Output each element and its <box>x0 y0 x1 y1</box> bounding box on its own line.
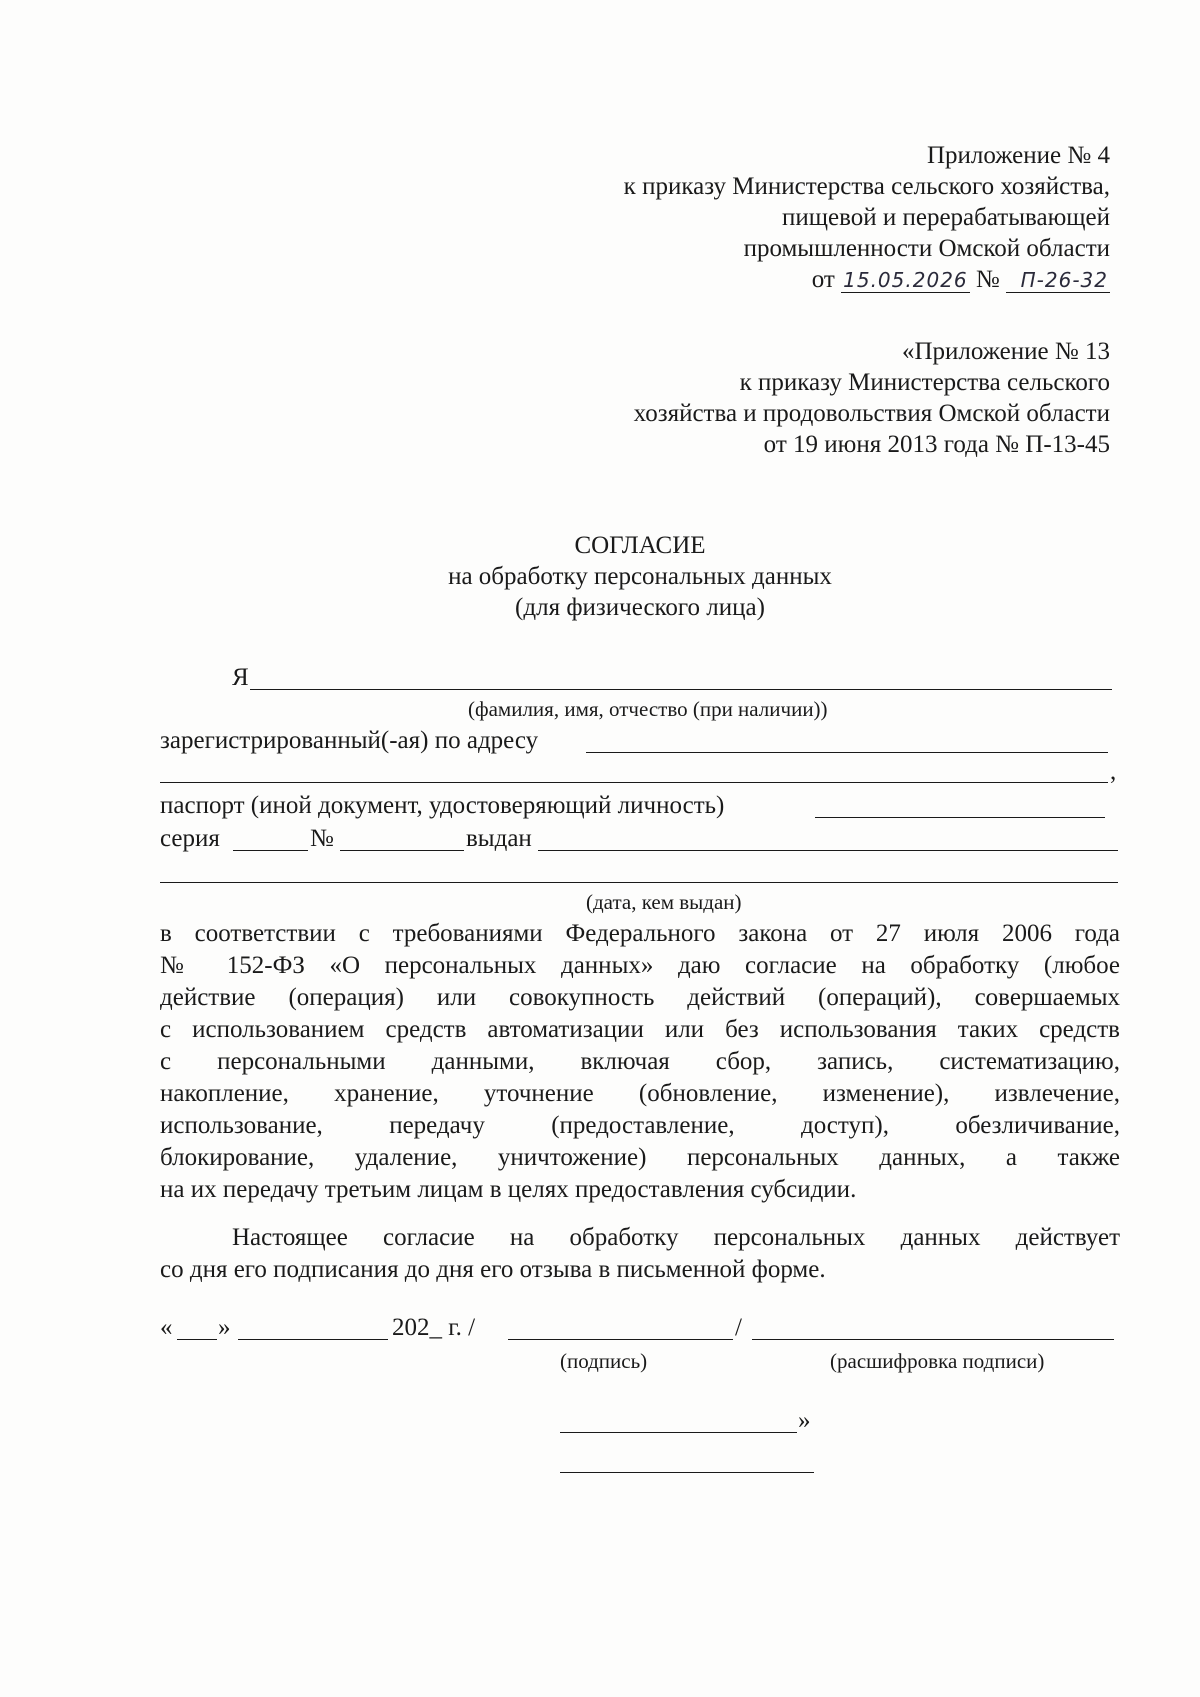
ya-label: Я <box>232 664 249 691</box>
handwritten-date: 15.05.2026 <box>843 268 968 292</box>
body-line-3: действие (операция) или совокупность действий (операций), совершаемых <box>160 984 1120 1011</box>
document-subtitle-person: (для физического лица) <box>515 594 765 621</box>
closing-line-2 <box>560 1472 814 1473</box>
appendix-4-ministry: пищевой и перерабатывающей <box>781 204 1110 231</box>
year-label: 202_ г. / <box>392 1314 476 1341</box>
signature-field[interactable] <box>508 1339 733 1340</box>
closing-line-1 <box>560 1432 797 1433</box>
number-label: № <box>310 825 334 852</box>
document-title: СОГЛАСИЕ <box>574 532 706 559</box>
handwritten-number: П-26-32 <box>1006 268 1110 293</box>
closing-quote: » <box>798 1407 811 1434</box>
appendix-4-ot: от <box>811 266 835 293</box>
issued-label: выдан <box>466 825 532 852</box>
validity-line-2: со дня его подписания до дня его отзыва в письменной форме. <box>160 1256 826 1283</box>
signature-hint: (подпись) <box>560 1349 648 1373</box>
appendix-13-header <box>634 336 1110 460</box>
appendix-4-region: промышленности Омской области <box>743 235 1110 262</box>
issued-field-line2[interactable] <box>160 882 1118 883</box>
body-line-5: с персональными данными, включая сбор, запись, систематизацию, <box>160 1048 1120 1075</box>
fio-hint: (фамилия, имя, отчество (при наличии)) <box>468 697 828 721</box>
document-subtitle: на обработку персональных данных <box>448 563 832 590</box>
body-line-2: № 152-ФЗ «О персональных данных» даю согласие на обработку (любое <box>160 952 1120 979</box>
issued-hint: (дата, кем выдан) <box>586 890 742 914</box>
passport-label: паспорт (иной документ, удостоверяющий личность) <box>160 792 725 819</box>
passport-type-field[interactable] <box>815 817 1105 818</box>
number-field[interactable] <box>340 850 464 851</box>
address-field-line2[interactable] <box>160 782 1108 783</box>
body-line-8: блокирование, удаление, уничтожение) персональных данных, а также <box>160 1144 1120 1171</box>
series-label: серия <box>160 825 220 852</box>
appendix-4-date-line <box>624 264 1110 295</box>
month-field[interactable] <box>238 1339 388 1340</box>
day-open-quote: « <box>160 1314 173 1341</box>
appendix-4-no: № <box>975 266 1000 293</box>
validity-line-1: Настоящее согласие на обработку персональных данных действует <box>232 1224 1120 1251</box>
appendix-13-order: к приказу Министерства сельского <box>739 369 1110 396</box>
appendix-13-ministry: хозяйства и продовольствия Омской области <box>633 400 1110 427</box>
series-field[interactable] <box>233 850 308 851</box>
decoding-hint: (расшифровка подписи) <box>830 1349 1045 1373</box>
body-line-9: на их передачу третьим лицам в целях предоставления субсидии. <box>160 1176 857 1203</box>
appendix-4-order: к приказу Министерства сельского хозяйства, <box>623 173 1110 200</box>
address-label: зарегистрированный(-ая) по адресу <box>160 727 539 754</box>
signature-decoding-field[interactable] <box>752 1339 1114 1340</box>
body-line-4: с использованием средств автоматизации или без использования таких средств <box>160 1016 1120 1043</box>
address-field[interactable] <box>586 752 1108 753</box>
day-field[interactable] <box>177 1339 217 1340</box>
signature-slash: / <box>735 1314 742 1341</box>
appendix-4-header <box>624 140 1110 295</box>
address-comma: , <box>1110 758 1117 785</box>
fio-field[interactable] <box>250 689 1112 690</box>
body-line-6: накопление, хранение, уточнение (обновление, изменение), извлечение, <box>160 1080 1120 1107</box>
issued-field[interactable] <box>538 850 1118 851</box>
appendix-13-date: от 19 июня 2013 года № П-13-45 <box>763 431 1110 458</box>
day-close-quote: » <box>218 1314 231 1341</box>
appendix-4-title: Приложение № 4 <box>926 142 1110 169</box>
body-line-1: в соответствии с требованиями Федерального закона от 27 июля 2006 года <box>160 920 1120 947</box>
body-line-7: использование, передачу (предоставление, доступ), обезличивание, <box>160 1112 1120 1139</box>
appendix-13-title: «Приложение № 13 <box>901 338 1110 365</box>
